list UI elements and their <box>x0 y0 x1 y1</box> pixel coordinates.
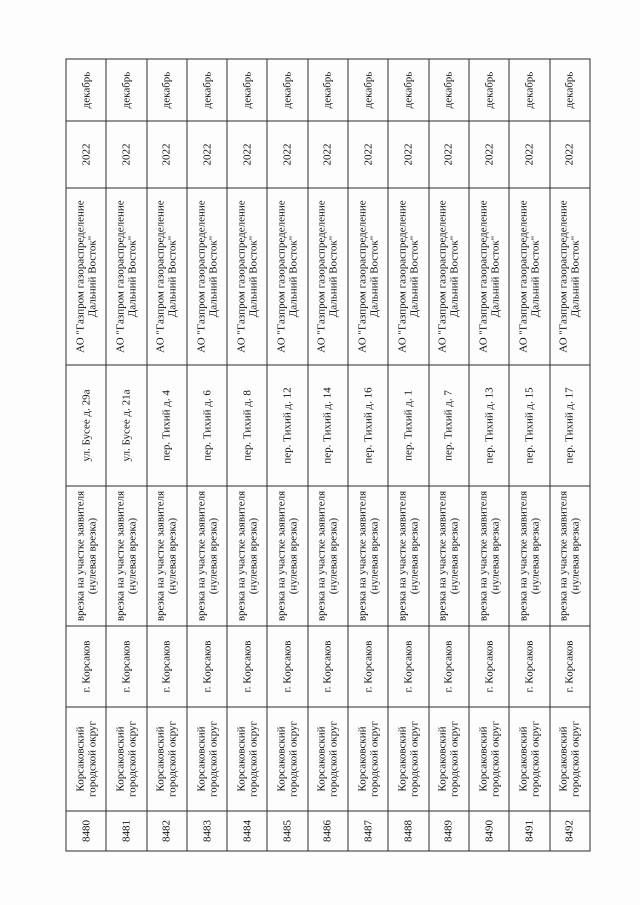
month-cell: декабрь <box>348 59 388 121</box>
city-cell: г. Корсаков <box>429 626 469 707</box>
district-cell: Корсаковский городской округ <box>429 707 469 811</box>
month-cell: декабрь <box>308 59 348 121</box>
organization-cell: АО "Газпром газораспределение Дальний Восток" <box>187 188 227 365</box>
organization-cell: АО "Газпром газораспределение Дальний Восток" <box>66 188 106 365</box>
city-cell: г. Корсаков <box>106 626 146 707</box>
row-number: 8491 <box>509 811 549 851</box>
work-type-cell: врезка на участке заявителя (нулевая врезка) <box>66 486 106 626</box>
address-cell: пер. Тихий д. 7 <box>429 365 469 486</box>
year-cell: 2022 <box>308 121 348 188</box>
address-cell: пер. Тихий д. 13 <box>469 365 509 486</box>
address-cell: пер. Тихий д. 16 <box>348 365 388 486</box>
year-cell: 2022 <box>550 121 590 188</box>
work-type-cell: врезка на участке заявителя (нулевая врезка) <box>267 486 307 626</box>
month-cell: декабрь <box>550 59 590 121</box>
district-cell: Корсаковский городской округ <box>469 707 509 811</box>
year-cell: 2022 <box>348 121 388 188</box>
organization-cell: АО "Газпром газораспределение Дальний Восток" <box>308 188 348 365</box>
table-row <box>348 59 388 851</box>
row-number: 8488 <box>388 811 428 851</box>
year-cell: 2022 <box>66 121 106 188</box>
district-cell: Корсаковский городской округ <box>187 707 227 811</box>
row-number: 8483 <box>187 811 227 851</box>
year-cell: 2022 <box>267 121 307 188</box>
month-cell: декабрь <box>227 59 267 121</box>
table-row <box>227 59 267 851</box>
address-cell: пер. Тихий д. 15 <box>509 365 549 486</box>
address-cell: пер. Тихий д. 14 <box>308 365 348 486</box>
organization-cell: АО "Газпром газораспределение Дальний Восток" <box>388 188 428 365</box>
district-cell: Корсаковский городской округ <box>267 707 307 811</box>
city-cell: г. Корсаков <box>187 626 227 707</box>
row-number: 8487 <box>348 811 388 851</box>
district-cell: Корсаковский городской округ <box>308 707 348 811</box>
organization-cell: АО "Газпром газораспределение Дальний Восток" <box>106 188 146 365</box>
row-number: 8481 <box>106 811 146 851</box>
table-row <box>429 59 469 851</box>
row-number: 8490 <box>469 811 509 851</box>
organization-cell: АО "Газпром газораспределение Дальний Восток" <box>147 188 187 365</box>
district-cell: Корсаковский городской округ <box>388 707 428 811</box>
month-cell: декабрь <box>509 59 549 121</box>
table-row <box>267 59 307 851</box>
table-row <box>509 59 549 851</box>
month-cell: декабрь <box>388 59 428 121</box>
work-type-cell: врезка на участке заявителя (нулевая врезка) <box>308 486 348 626</box>
organization-cell: АО "Газпром газораспределение Дальний Восток" <box>348 188 388 365</box>
month-cell: декабрь <box>267 59 307 121</box>
table-row <box>187 59 227 851</box>
address-cell: пер. Тихий д. 4 <box>147 365 187 486</box>
city-cell: г. Корсаков <box>66 626 106 707</box>
work-type-cell: врезка на участке заявителя (нулевая врезка) <box>348 486 388 626</box>
address-cell: пер. Тихий д. 1 <box>388 365 428 486</box>
organization-cell: АО "Газпром газораспределение Дальний Восток" <box>550 188 590 365</box>
month-cell: декабрь <box>469 59 509 121</box>
year-cell: 2022 <box>388 121 428 188</box>
row-number: 8480 <box>66 811 106 851</box>
address-cell: пер. Тихий д. 17 <box>550 365 590 486</box>
organization-cell: АО "Газпром газораспределение Дальний Восток" <box>469 188 509 365</box>
organization-cell: АО "Газпром газораспределение Дальний Восток" <box>509 188 549 365</box>
address-cell: пер. Тихий д. 12 <box>267 365 307 486</box>
gas-connection-table <box>66 59 591 852</box>
year-cell: 2022 <box>106 121 146 188</box>
city-cell: г. Корсаков <box>348 626 388 707</box>
organization-cell: АО "Газпром газораспределение Дальний Восток" <box>429 188 469 365</box>
year-cell: 2022 <box>469 121 509 188</box>
city-cell: г. Корсаков <box>550 626 590 707</box>
district-cell: Корсаковский городской округ <box>106 707 146 811</box>
address-cell: пер. Тихий д. 8 <box>227 365 267 486</box>
work-type-cell: врезка на участке заявителя (нулевая врезка) <box>227 486 267 626</box>
year-cell: 2022 <box>509 121 549 188</box>
work-type-cell: врезка на участке заявителя (нулевая врезка) <box>147 486 187 626</box>
work-type-cell: врезка на участке заявителя (нулевая врезка) <box>550 486 590 626</box>
month-cell: декабрь <box>66 59 106 121</box>
row-number: 8492 <box>550 811 590 851</box>
table-body <box>66 59 590 851</box>
month-cell: декабрь <box>147 59 187 121</box>
city-cell: г. Корсаков <box>469 626 509 707</box>
work-type-cell: врезка на участке заявителя (нулевая врезка) <box>429 486 469 626</box>
row-number: 8485 <box>267 811 307 851</box>
table-row <box>469 59 509 851</box>
table-row <box>66 59 106 851</box>
district-cell: Корсаковский городской округ <box>66 707 106 811</box>
table-row <box>550 59 590 851</box>
city-cell: г. Корсаков <box>147 626 187 707</box>
work-type-cell: врезка на участке заявителя (нулевая врезка) <box>187 486 227 626</box>
work-type-cell: врезка на участке заявителя (нулевая врезка) <box>388 486 428 626</box>
district-cell: Корсаковский городской округ <box>550 707 590 811</box>
row-number: 8482 <box>147 811 187 851</box>
table-row <box>388 59 428 851</box>
work-type-cell: врезка на участке заявителя (нулевая врезка) <box>469 486 509 626</box>
work-type-cell: врезка на участке заявителя (нулевая врезка) <box>106 486 146 626</box>
district-cell: Корсаковский городской округ <box>509 707 549 811</box>
year-cell: 2022 <box>147 121 187 188</box>
city-cell: г. Корсаков <box>227 626 267 707</box>
year-cell: 2022 <box>227 121 267 188</box>
month-cell: декабрь <box>187 59 227 121</box>
table-row <box>308 59 348 851</box>
district-cell: Корсаковский городской округ <box>227 707 267 811</box>
address-cell: пер. Тихий д. 6 <box>187 365 227 486</box>
row-number: 8484 <box>227 811 267 851</box>
address-cell: ул. Бусее д. 21а <box>106 365 146 486</box>
city-cell: г. Корсаков <box>308 626 348 707</box>
address-cell: ул. Бусее д. 29а <box>66 365 106 486</box>
month-cell: декабрь <box>429 59 469 121</box>
month-cell: декабрь <box>106 59 146 121</box>
organization-cell: АО "Газпром газораспределение Дальний Восток" <box>227 188 267 365</box>
rotated-table-frame <box>66 60 591 852</box>
row-number: 8486 <box>308 811 348 851</box>
district-cell: Корсаковский городской округ <box>147 707 187 811</box>
city-cell: г. Корсаков <box>388 626 428 707</box>
year-cell: 2022 <box>187 121 227 188</box>
city-cell: г. Корсаков <box>509 626 549 707</box>
organization-cell: АО "Газпром газораспределение Дальний Восток" <box>267 188 307 365</box>
year-cell: 2022 <box>429 121 469 188</box>
table-row <box>106 59 146 851</box>
city-cell: г. Корсаков <box>267 626 307 707</box>
district-cell: Корсаковский городской округ <box>348 707 388 811</box>
table-row <box>147 59 187 851</box>
row-number: 8489 <box>429 811 469 851</box>
work-type-cell: врезка на участке заявителя (нулевая врезка) <box>509 486 549 626</box>
